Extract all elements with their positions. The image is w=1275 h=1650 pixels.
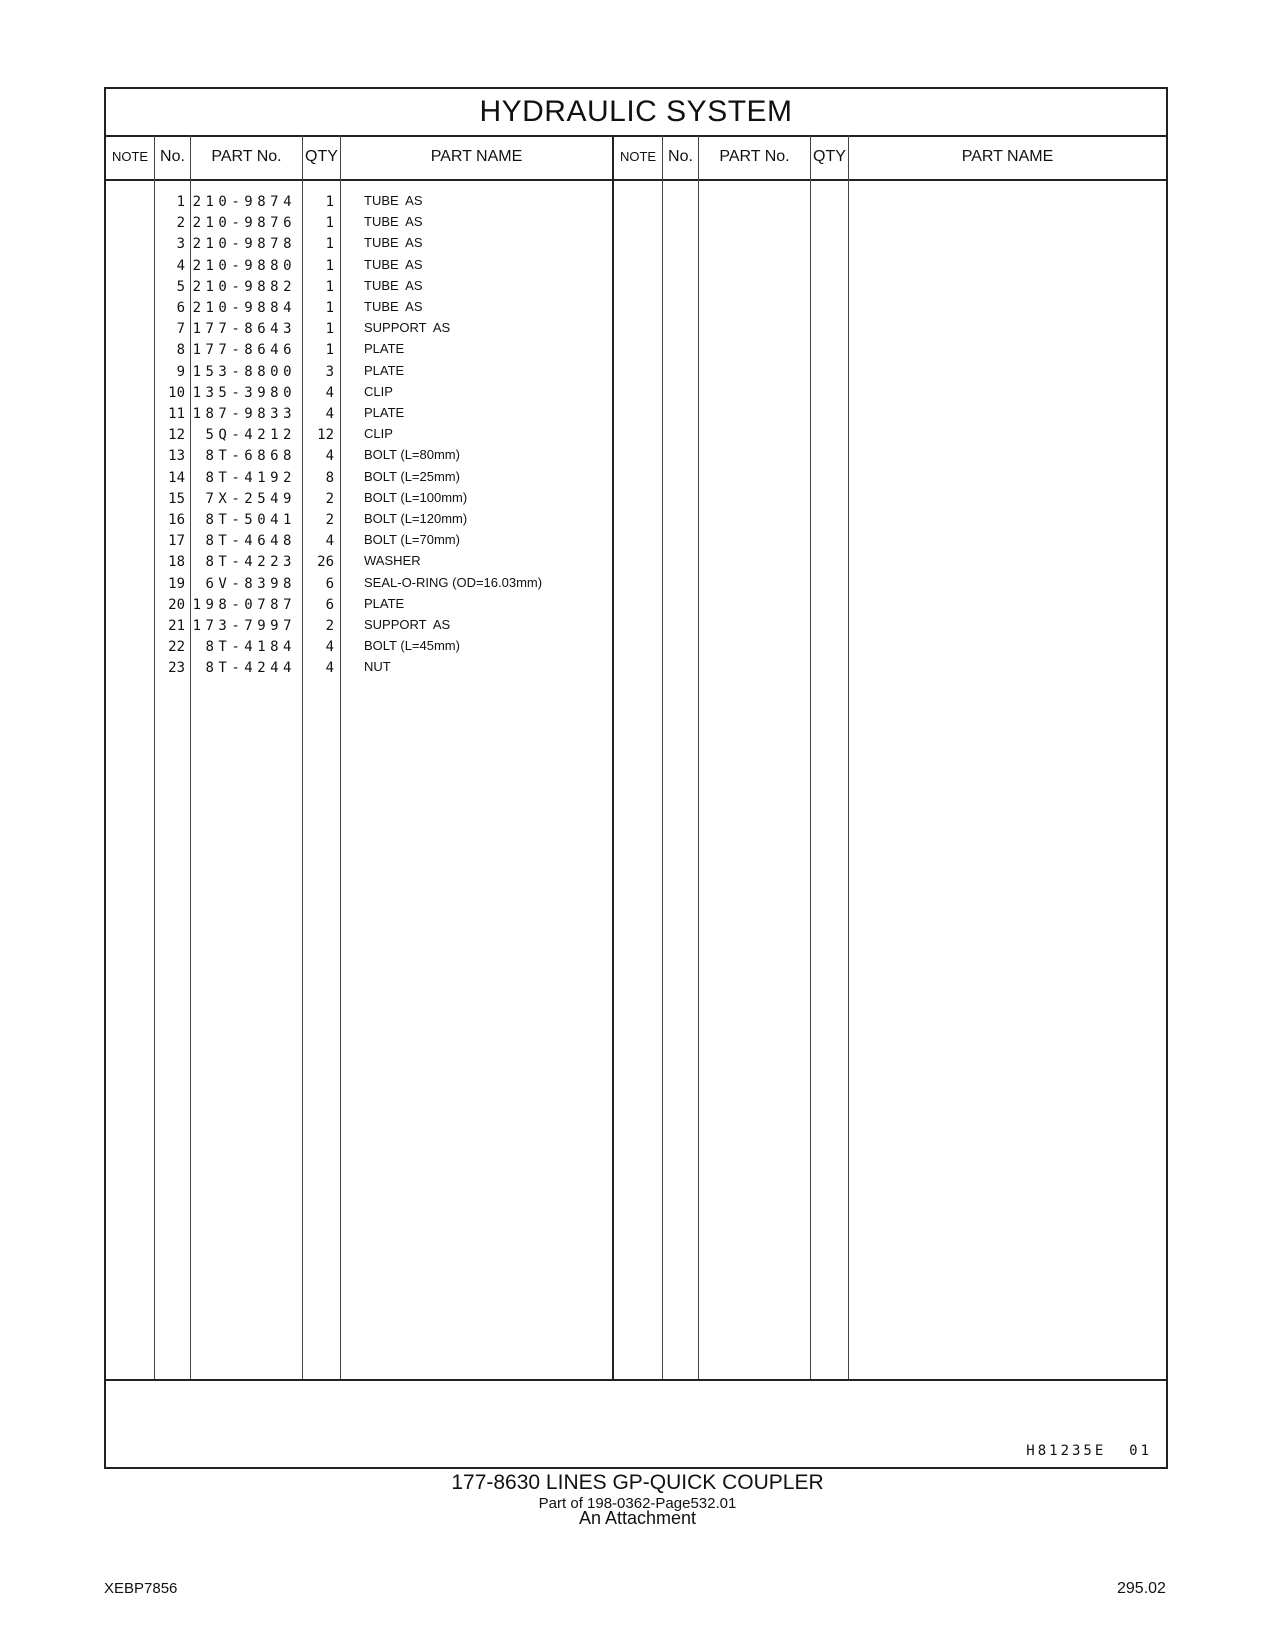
part-name: BOLT (L=120mm) [364,511,468,526]
quantity: 4 [325,448,334,465]
item-number: 15 [168,490,185,507]
column-header-row [106,135,1166,181]
quantity: 6 [325,596,334,613]
part-number: 6V-8398 [205,575,296,592]
quantity: 2 [325,490,334,507]
part-name: BOLT (L=70mm) [364,532,460,548]
part-number: 153-8800 [192,363,296,380]
document-reference: H81235E 01 [1026,1443,1152,1459]
part-number: 210-9880 [192,257,296,274]
publication-number: XEBP7856 [104,1580,178,1597]
quantity: 3 [325,363,334,380]
header-part-name-right: PART NAME [961,148,1054,165]
header-part-no-right: PART No. [719,148,790,165]
part-number: 210-9884 [192,300,296,316]
header-no-left: No. [160,148,185,165]
footer-block [106,1379,1166,1469]
part-name: SUPPORT AS [364,617,451,632]
part-number: 210-9878 [192,236,296,253]
item-number: 10 [168,384,185,401]
header-note-right: NOTE [619,149,657,164]
part-name: SEAL-O-RING (OD=16.03mm) [364,574,543,590]
parts-table-body [106,181,1166,1379]
item-number: 12 [168,427,185,444]
quantity: 1 [325,300,334,316]
part-number: 8T-5041 [205,512,296,528]
quantity: 4 [325,533,334,550]
part-name: PLATE [364,595,405,611]
part-name: SUPPORT AS [364,320,451,336]
part-number: 210-9874 [192,194,296,210]
quantity: 4 [325,660,334,677]
part-number: 173-7997 [192,618,296,634]
item-number: 11 [168,406,185,422]
part-name: TUBE AS [364,277,423,293]
item-number: 2 [176,215,185,232]
page-number: 295.02 [1117,1580,1166,1597]
quantity: 6 [325,575,334,592]
item-number: 4 [176,257,185,274]
item-number: 3 [176,236,185,253]
quantity: 1 [325,278,334,295]
item-number: 19 [168,575,185,592]
quantity: 4 [325,639,334,656]
part-number: 7X-2549 [205,490,296,507]
part-name: NUT [364,659,391,675]
part-number: 5Q-4212 [205,427,296,444]
item-number: 21 [168,618,185,634]
part-number: 8T-4648 [205,533,296,550]
part-name: PLATE [364,362,405,378]
part-number: 8T-4223 [205,554,296,571]
header-qty-right: QTY [813,148,846,165]
part-name: CLIP [364,426,393,442]
part-number: 210-9882 [192,278,296,295]
item-number: 20 [168,596,185,613]
quantity: 12 [317,427,334,444]
part-name: CLIP [364,383,393,399]
part-name: PLATE [364,405,405,420]
part-number: 8T-4192 [205,469,296,486]
item-number: 16 [168,512,185,528]
item-number: 6 [176,300,185,316]
part-name: BOLT (L=100mm) [364,489,468,505]
item-number: 23 [168,660,185,677]
part-name: BOLT (L=45mm) [364,638,460,654]
quantity: 1 [325,342,334,359]
part-number: 198-0787 [192,596,296,613]
quantity: 2 [325,618,334,634]
item-number: 18 [168,554,185,571]
part-name: BOLT (L=25mm) [364,468,460,484]
item-number: 8 [176,342,185,359]
quantity: 1 [325,321,334,338]
part-number: 177-8643 [192,321,296,338]
quantity: 26 [317,554,334,571]
header-part-no-left: PART No. [211,148,282,165]
quantity: 8 [325,469,334,486]
item-number: 13 [168,448,185,465]
part-number: 8T-4184 [205,639,296,656]
item-number: 22 [168,639,185,656]
header-part-name-left: PART NAME [430,148,523,165]
quantity: 2 [325,512,334,528]
part-name: TUBE AS [364,299,423,314]
quantity: 4 [325,406,334,422]
assembly-title: 177-8630 LINES GP-QUICK COUPLER [451,1471,824,1494]
part-number: 210-9876 [192,215,296,232]
header-no-right: No. [668,148,693,165]
part-name: TUBE AS [364,256,423,272]
part-name: TUBE AS [364,193,423,208]
part-number: 135-3980 [192,384,296,401]
header-qty-left: QTY [305,148,338,165]
section-title: HYDRAULIC SYSTEM [106,89,1166,137]
assembly-category: An Attachment [578,1508,697,1528]
part-number: 187-9833 [192,406,296,422]
quantity: 1 [325,257,334,274]
item-number: 5 [176,278,185,295]
parts-list-frame [104,87,1168,1469]
item-number: 7 [176,321,185,338]
part-name: TUBE AS [364,214,423,230]
item-number: 9 [176,363,185,380]
part-name: WASHER [364,553,421,569]
part-name: PLATE [364,341,405,357]
quantity: 4 [325,384,334,401]
part-number: 8T-6868 [205,448,296,465]
quantity: 1 [325,236,334,253]
item-number: 1 [176,194,185,210]
part-number: 177-8646 [192,342,296,359]
part-name: BOLT (L=80mm) [364,447,460,463]
quantity: 1 [325,215,334,232]
header-note-left: NOTE [111,149,149,164]
assembly-reference: Part of 198-0362-Page532.01 [538,1495,737,1512]
quantity: 1 [325,194,334,210]
item-number: 14 [168,469,185,486]
part-number: 8T-4244 [205,660,296,677]
part-name: TUBE AS [364,235,423,251]
item-number: 17 [168,533,185,550]
